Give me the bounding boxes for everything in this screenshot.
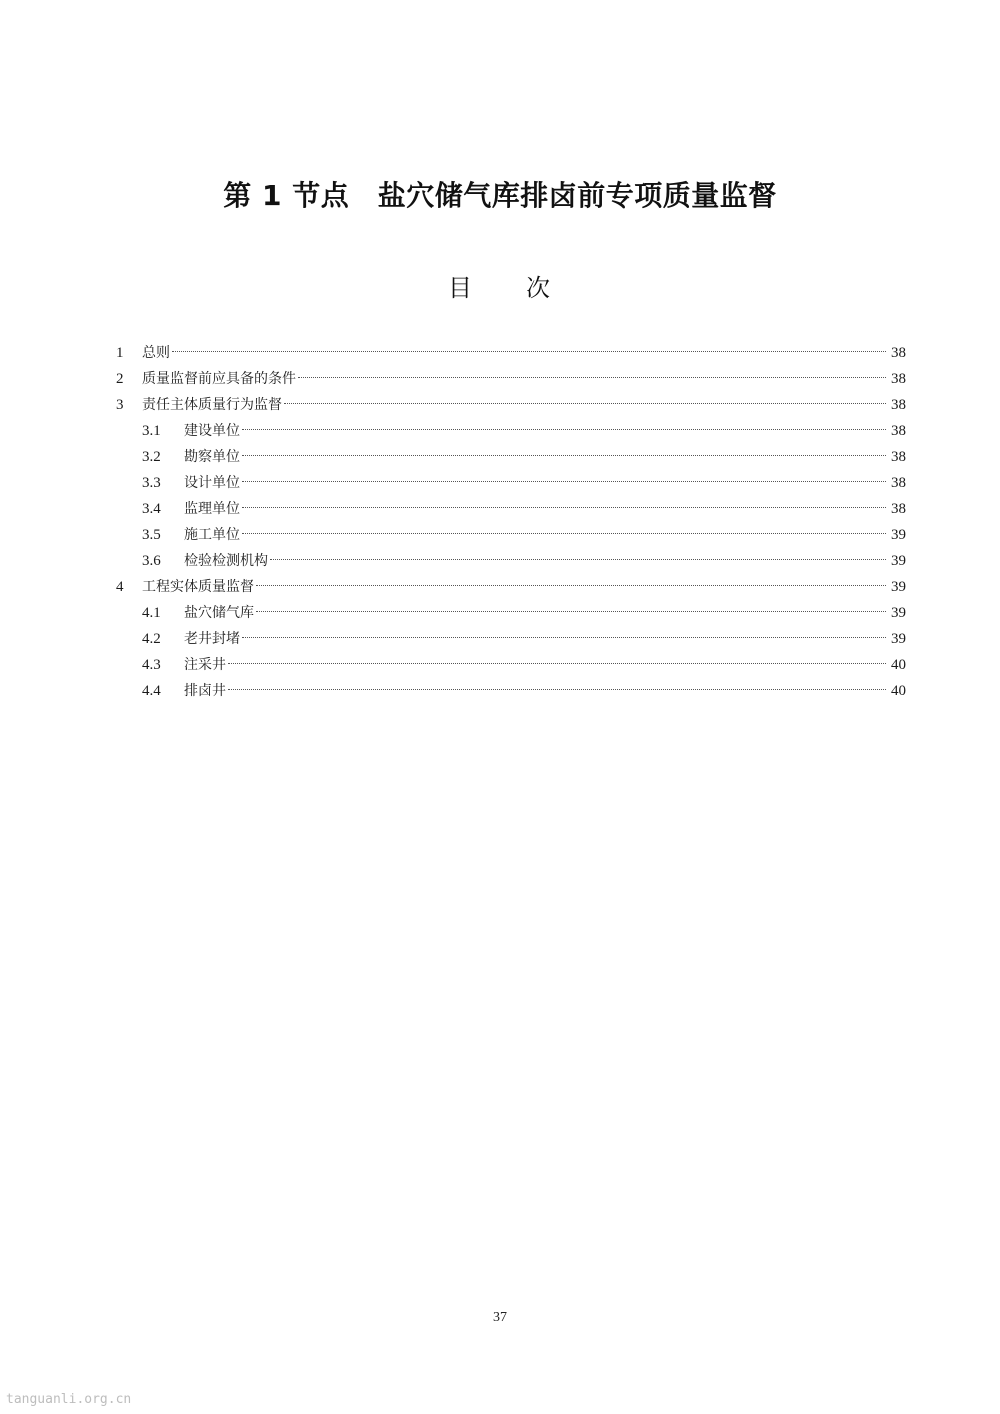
toc-entry[interactable]	[116, 366, 906, 392]
toc-entry-number: 2	[116, 371, 124, 387]
toc-entry-page: 38	[891, 501, 906, 517]
toc-entry-title: 建设单位	[184, 423, 240, 439]
toc-entry-page: 39	[891, 579, 906, 595]
toc-entry[interactable]	[116, 678, 906, 704]
toc-entry-title: 注采井	[184, 657, 226, 673]
toc-entry-title: 施工单位	[184, 527, 240, 543]
toc-entry-number: 3.5	[142, 527, 161, 543]
toc-entry-title: 设计单位	[184, 475, 240, 491]
toc-entry-title: 老井封堵	[184, 631, 240, 647]
toc-leader-dots	[242, 480, 886, 482]
toc-entry-number: 4	[116, 579, 124, 595]
toc-entry[interactable]	[116, 496, 906, 522]
toc-entry[interactable]	[116, 600, 906, 626]
toc-entry[interactable]	[116, 418, 906, 444]
toc-entry-title: 工程实体质量监督	[142, 579, 254, 595]
toc-entry-number: 4.3	[142, 657, 161, 673]
toc-entry-title: 总则	[142, 345, 170, 361]
toc-entry-title: 责任主体质量行为监督	[142, 397, 282, 413]
toc-leader-dots	[270, 558, 886, 560]
toc-entry[interactable]	[116, 522, 906, 548]
toc-entry-page: 39	[891, 605, 906, 621]
toc-entry-page: 38	[891, 449, 906, 465]
page-number: 37	[493, 1310, 507, 1325]
toc-entry[interactable]	[116, 470, 906, 496]
toc-entry-page: 38	[891, 423, 906, 439]
toc-leader-dots	[228, 662, 886, 664]
toc-entry-number: 3.6	[142, 553, 161, 569]
watermark: tanguanli.org.cn	[6, 1392, 132, 1407]
toc-entry[interactable]	[116, 340, 906, 366]
toc-entry-page: 38	[891, 397, 906, 413]
toc-entry-title: 盐穴储气库	[184, 605, 254, 621]
toc-heading-right: 次	[526, 274, 552, 302]
toc-entry[interactable]	[116, 574, 906, 600]
toc-entry-page: 38	[891, 371, 906, 387]
table-of-contents	[116, 340, 906, 704]
toc-entry-number: 3.1	[142, 423, 161, 439]
toc-leader-dots	[256, 584, 886, 586]
toc-entry-number: 3.4	[142, 501, 161, 517]
toc-entry-number: 4.2	[142, 631, 161, 647]
toc-entry-page: 39	[891, 631, 906, 647]
toc-leader-dots	[242, 506, 886, 508]
toc-entry[interactable]	[116, 392, 906, 418]
chapter-title: 第 1 节点 盐穴储气库排卤前专项质量监督	[223, 179, 777, 212]
toc-entry-title: 检验检测机构	[184, 553, 268, 569]
toc-entry[interactable]	[116, 444, 906, 470]
toc-entry-number: 4.1	[142, 605, 161, 621]
toc-heading	[0, 268, 1000, 303]
toc-entry-page: 39	[891, 553, 906, 569]
toc-leader-dots	[298, 376, 886, 378]
toc-leader-dots	[284, 402, 886, 404]
toc-entry-number: 3.3	[142, 475, 161, 491]
toc-leader-dots	[242, 454, 886, 456]
toc-entry-title: 监理单位	[184, 501, 240, 517]
toc-leader-dots	[242, 428, 886, 430]
toc-entry[interactable]	[116, 652, 906, 678]
toc-entry-number: 4.4	[142, 683, 161, 699]
toc-entry-page: 38	[891, 345, 906, 361]
toc-entry-page: 40	[891, 683, 906, 699]
toc-heading-left: 目	[448, 274, 474, 302]
toc-entry-title: 勘察单位	[184, 449, 240, 465]
toc-entry[interactable]	[116, 548, 906, 574]
toc-entry-number: 3	[116, 397, 124, 413]
toc-leader-dots	[242, 636, 886, 638]
toc-entry-page: 38	[891, 475, 906, 491]
toc-leader-dots	[256, 610, 886, 612]
toc-leader-dots	[228, 688, 886, 690]
toc-entry-title: 排卤井	[184, 683, 226, 699]
toc-entry-page: 39	[891, 527, 906, 543]
toc-leader-dots	[172, 350, 886, 352]
toc-entry-number: 3.2	[142, 449, 161, 465]
toc-leader-dots	[242, 532, 886, 534]
toc-entry-page: 40	[891, 657, 906, 673]
toc-entry-number: 1	[116, 345, 124, 361]
toc-entry[interactable]	[116, 626, 906, 652]
toc-entry-title: 质量监督前应具备的条件	[142, 371, 296, 387]
